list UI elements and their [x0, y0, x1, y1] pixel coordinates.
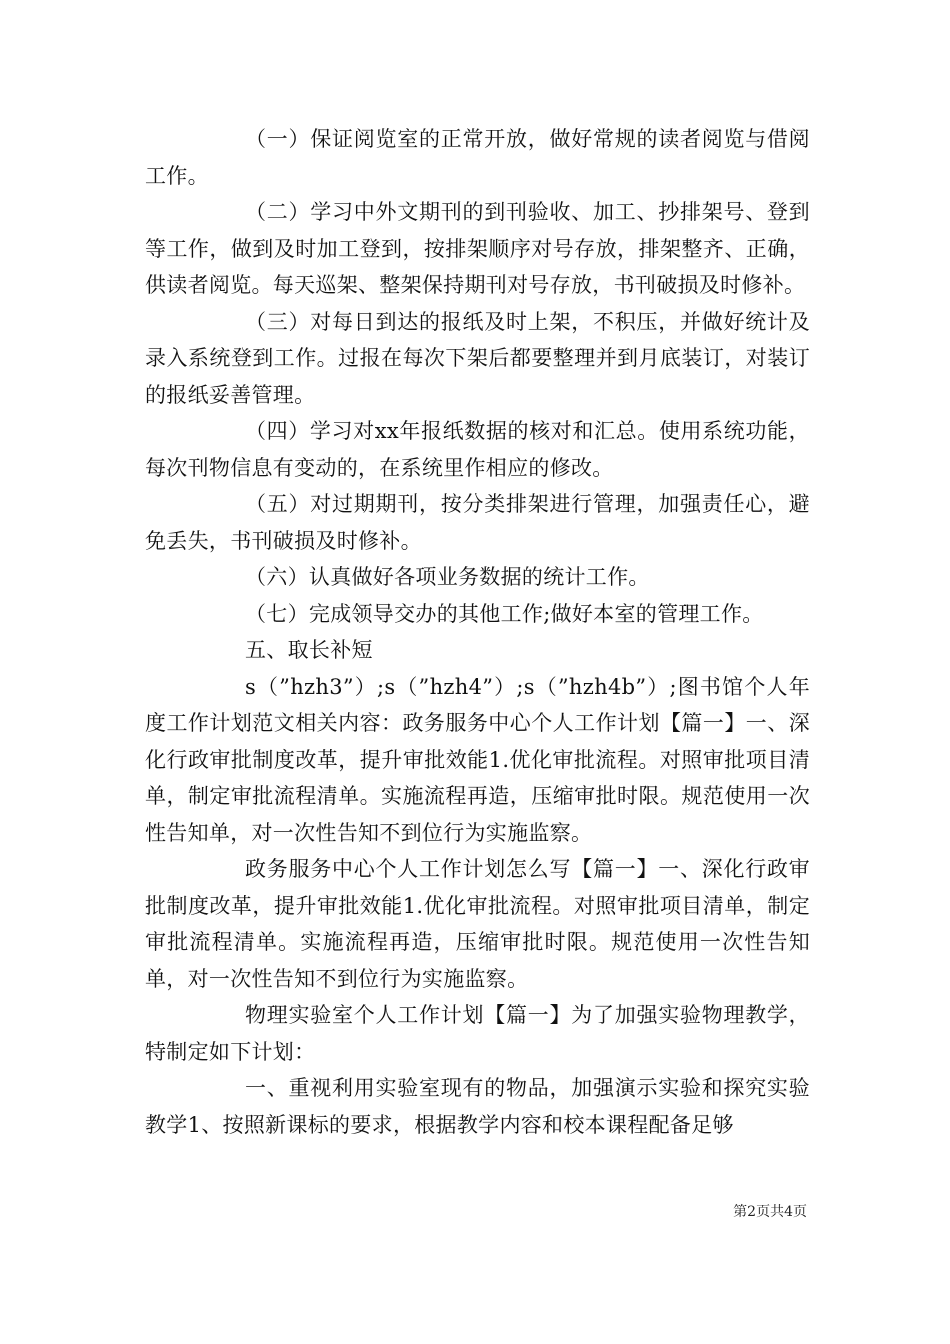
paragraph-3: （三）对每日到达的报纸及时上架，不积压，并做好统计及录入系统登到工作。过报在每次下架后都要整理并到月底装订，对装订的报纸妥善管理。	[145, 309, 810, 407]
paragraph-5: （五）对过期期刊，按分类排架进行管理，加强责任心，避免丢失，书刊破损及时修补。	[145, 492, 810, 553]
paragraph-6: （六）认真做好各项业务数据的统计工作。	[245, 565, 650, 589]
paragraph-1: （一）保证阅览室的正常开放，做好常规的读者阅览与借阅工作。	[145, 127, 810, 188]
page-number-footer: 第2页共4页	[733, 1204, 807, 1220]
paragraph-8: s（”hzh3”）;s（”hzh4”）;s（”hzh4b”）;图书馆个人年度工作计划范文相关内容：政务服务中心个人工作计划【篇一】一、深化行政审批制度改革，提升审批效能1.优化审批流程。对照审批项目清单，制定审批流程清单。实施流程再造，压缩审批时限。规范使用一次性告知单，对一次性告知不到位行为实施监察。	[145, 674, 810, 845]
document-body	[145, 121, 810, 1143]
paragraph-9: 政务服务中心个人工作计划怎么写【篇一】一、深化行政审批制度改革，提升审批效能1.优化审批流程。对照审批项目清单，制定审批流程清单。实施流程再造，压缩审批时限。规范使用一次性告知单，对一次性告知不到位行为实施监察。	[145, 857, 810, 991]
section-heading: 五、取长补短	[245, 638, 373, 662]
paragraph-7: （七）完成领导交办的其他工作;做好本室的管理工作。	[245, 601, 764, 626]
paragraph-10: 物理实验室个人工作计划【篇一】为了加强实验物理教学，特制定如下计划：	[145, 1003, 810, 1064]
paragraph-4: （四）学习对xx年报纸数据的核对和汇总。使用系统功能，每次刊物信息有变动的，在系统里作相应的修改。	[145, 419, 810, 480]
paragraph-11: 一、重视利用实验室现有的物品，加强演示实验和探究实验教学1、按照新课标的要求，根据教学内容和校本课程配备足够	[145, 1076, 810, 1137]
paragraph-2: （二）学习中外文期刊的到刊验收、加工、抄排架号、登到等工作，做到及时加工登到，按排架顺序对号存放，排架整齐、正确，供读者阅览。每天巡架、整架保持期刊对号存放，书刊破损及时修补。	[145, 200, 810, 297]
